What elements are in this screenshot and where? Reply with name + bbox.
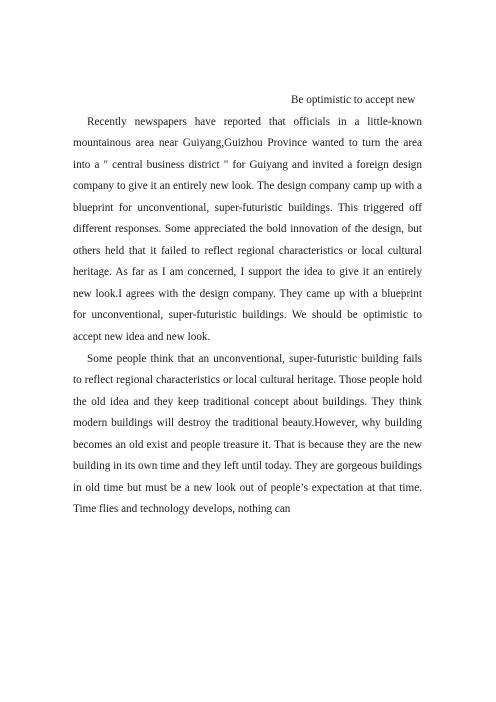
document-title: Be optimistic to accept new [291, 94, 416, 106]
paragraph-1: Recently newspapers have reported that officials in a little-known mountainous area near Guiyang,Guizhou Province wanted to turn the area into a " central business district " for Guiyang and invited a foreign design company to give it an entirely new look. The design company camp up with a blueprint for unconventional, super-futuristic buildings. This triggered off different responses. Some appreciated the bold innovation of the design, but others held that it failed to reflect regional characteristics or local cultural heritage. As far as I am concerned, I support the idea to give it an entirely new look.I agrees with the design company. They came up with a blueprint for unconventional, super-futuristic buildings. We should be optimistic to accept new idea and new look. [73, 115, 422, 344]
document-body [73, 90, 422, 521]
paragraph-2: Some people think that an unconventional, super-futuristic building fails to reflect regional characteristics or local cultural heritage. Those people hold the old idea and they keep traditional concept about buildings. They think modern buildings will destroy the traditional beauty.However, why building becomes an old exist and people treasure it. That is because they are the new building in its own time and they left until today. They are gorgeous buildings in old time but must be a new look out of people’s expectation at that time. Time flies and technology develops, nothing can [73, 352, 422, 516]
